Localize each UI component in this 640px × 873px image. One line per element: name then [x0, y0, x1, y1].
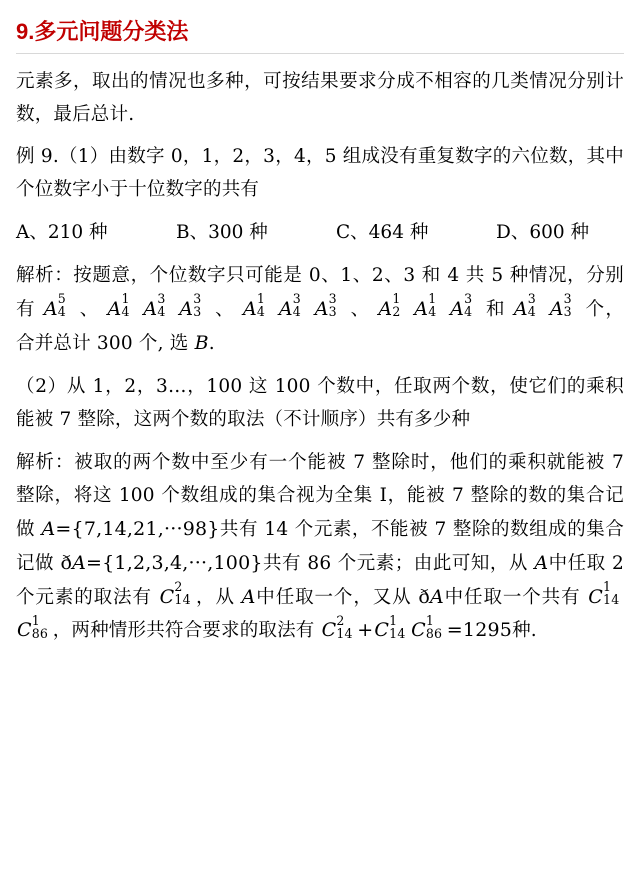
math-sub: 4: [292, 304, 301, 320]
choice-list: [16, 217, 624, 250]
math-a33-c: [550, 293, 584, 327]
math-sub: 4: [57, 304, 66, 320]
math-sub: 4: [256, 304, 266, 320]
math-a42: [378, 293, 412, 327]
solution-2-h: ，两种情形共符合要求的取法有: [52, 620, 315, 642]
math-sub: 3: [193, 304, 202, 320]
solution-1-ge: 个，合并总计: [16, 299, 625, 355]
math-sup: 3: [527, 291, 536, 307]
solution-1-he: 和: [485, 299, 506, 321]
math-base: C: [411, 619, 426, 642]
solution-2-g: 中任取一个共有: [443, 586, 581, 608]
math-a33-a: [179, 293, 213, 327]
math-set-a-3: A: [534, 551, 549, 574]
paragraph-solution-1: [16, 260, 624, 361]
math-sup: 3: [464, 291, 473, 307]
math-sup: 3: [563, 291, 572, 307]
math-c86-1-b: [411, 614, 446, 648]
choice-option-b[interactable]: B、300 种: [176, 222, 268, 244]
math-set-a-4: A: [241, 585, 256, 608]
math-a41-c: [414, 293, 448, 327]
math-sup: 2: [336, 612, 345, 628]
solution-1-period: .: [208, 333, 215, 355]
math-base: A: [107, 298, 122, 321]
math-base: A: [378, 298, 393, 321]
math-sub: 4: [464, 304, 473, 320]
math-sup: 1: [392, 291, 401, 307]
math-set-a-5: A: [430, 585, 444, 608]
solution-2-f: 中任取一个，又从: [255, 586, 412, 608]
math-sub: 4: [527, 304, 536, 320]
solution-1-prefix: 解析：按题意，个位数字只可能是 0、1、2、3 和 4 共 5 种情况，分别有: [16, 265, 624, 321]
solution-2-b: 共有 14 个元素，不能被 7 整除的数组成的集合记做: [16, 518, 624, 574]
math-base: A: [549, 298, 564, 321]
sep-2: 、: [214, 299, 235, 321]
math-equals-1: =: [55, 517, 72, 540]
math-sup: 1: [603, 578, 612, 594]
math-a45: [44, 293, 78, 327]
math-final-result: =1295: [446, 619, 513, 642]
math-base: A: [278, 298, 293, 321]
solution-1-tail: 300 个, 选: [96, 333, 189, 355]
math-base: A: [143, 298, 158, 321]
math-plus: +: [357, 619, 374, 642]
math-base: C: [321, 619, 337, 642]
paragraph-example-9-2: （2）从 1，2，3…，100 这 100 个数中，任取两个数，使它们的乘积能被 7 整除，这两个数的取法（不计顺序）共有多少种: [16, 375, 624, 430]
choice-option-d[interactable]: D、600 种: [496, 222, 590, 244]
math-base: A: [414, 298, 429, 321]
math-c14-1-b: [374, 614, 409, 648]
math-sub: 14: [336, 625, 353, 641]
math-sup: 3: [328, 291, 337, 307]
math-a43-a: [143, 293, 177, 327]
math-base: C: [588, 585, 604, 608]
math-a43-c: [450, 293, 484, 327]
math-base: A: [179, 298, 194, 321]
math-sup: 1: [31, 612, 40, 628]
math-sub: 4: [121, 304, 130, 320]
math-sup: 1: [256, 291, 266, 307]
math-sup: 5: [57, 291, 66, 307]
math-base: A: [43, 298, 58, 321]
math-sub: 86: [425, 625, 443, 641]
math-sub: 2: [392, 304, 401, 320]
math-equals-2: =: [86, 551, 103, 574]
math-a33-b: [315, 293, 349, 327]
math-sup: 3: [157, 291, 166, 307]
math-base: A: [314, 298, 329, 321]
math-a41-a: [108, 293, 142, 327]
math-c14-2-a: [159, 578, 195, 615]
title-divider: [16, 53, 624, 54]
sep-1: 、: [78, 299, 100, 321]
math-sub: 14: [603, 591, 620, 607]
math-sup: 3: [292, 291, 301, 307]
page-title: 9.多元问题分类法: [16, 19, 189, 44]
math-base: C: [159, 585, 175, 608]
paragraph-intro: 元素多，取出的情况也多种，可按结果要求分成不相容的几类情况分别计数，最后总计.: [16, 70, 624, 125]
choice-option-c[interactable]: C、464 种: [336, 222, 429, 244]
math-sup: 1: [425, 612, 435, 628]
math-sub: 14: [389, 625, 406, 641]
math-c14-2-b: [322, 614, 357, 648]
math-sub: 3: [563, 304, 572, 320]
math-sup: 1: [389, 612, 398, 628]
paragraph-example-9-1: 例 9.（1）由数字 0，1，2，3，4，5 组成没有重复数字的六位数，其中个位数字小于十位数字的共有: [16, 146, 624, 201]
math-base: A: [242, 298, 257, 321]
math-sup: 1: [121, 291, 130, 307]
solution-2-a: 解析：被取的两个数中至少有一个能被 7 整除时，他们的乘积就能被 7 整除，将这 100 个数组成的集合视为全集 I，能被 7 整除的数的集合记做: [16, 451, 624, 540]
math-base: A: [513, 298, 528, 321]
math-complement-symbol-1: ð: [60, 551, 73, 574]
math-a41-b: [243, 293, 277, 327]
solution-2-d: 中任取 2 个元素的取法有: [16, 552, 624, 608]
math-set-a-2: A: [72, 551, 87, 574]
math-set-complement-value: {1,2,3,4,···,100}: [102, 551, 263, 574]
sep-3: 、: [349, 299, 371, 321]
math-base: C: [17, 619, 32, 642]
math-complement-symbol-2: ð: [418, 585, 431, 608]
choice-option-a[interactable]: A、210 种: [16, 222, 108, 244]
math-sub: 86: [31, 625, 49, 641]
math-sub: 3: [328, 304, 337, 320]
solution-2-e: ，从: [195, 586, 235, 608]
math-c86-1-a: [17, 614, 52, 648]
math-c14-1-a: [588, 578, 623, 615]
solution-2-c: 共有 86 个元素；由此可知，从: [262, 552, 528, 574]
math-base: A: [450, 298, 465, 321]
paragraph-solution-2: [16, 447, 624, 649]
solution-2-i: 种.: [512, 620, 537, 642]
math-base: C: [374, 619, 390, 642]
math-a43-d: [514, 293, 548, 327]
math-sub: 14: [174, 591, 191, 607]
math-sup: 1: [428, 291, 437, 307]
math-a43-b: [279, 293, 313, 327]
math-sup: 3: [193, 291, 202, 307]
math-set-a-value: {7,14,21,···98}: [71, 517, 220, 540]
math-sub: 4: [428, 304, 437, 320]
solution-1-answer: B: [194, 332, 209, 355]
math-set-a-1: A: [41, 517, 56, 540]
math-sub: 4: [157, 304, 166, 320]
math-sup: 2: [174, 578, 183, 594]
